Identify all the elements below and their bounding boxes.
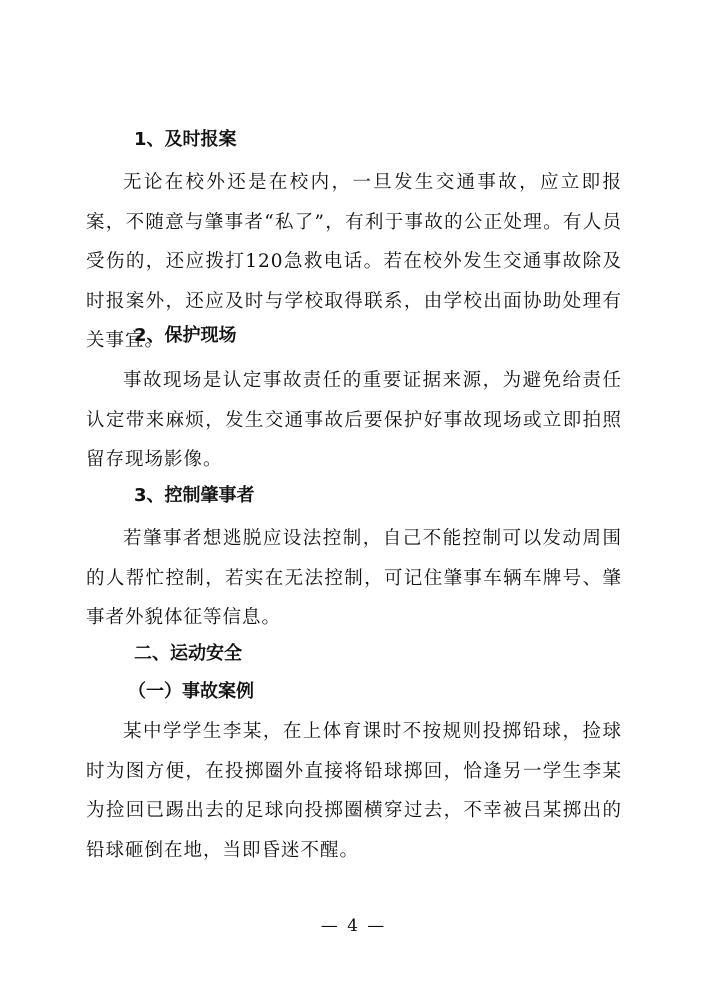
- paragraph-report-text: 无论在校外还是在校内，一旦发生交通事故，应立即报案，不随意与肇事者“私了”，有利于事故的公正处理。有人员受伤的，还应拨打120急救电话。若在校外发生交通事故除及时报案外，还应及时与学校取得联系，由学校出面协助处理有关事宜。: [86, 172, 622, 351]
- paragraph-control-offender: [86, 519, 622, 638]
- section-heading-report: 1、及时报案: [134, 129, 237, 150]
- chapter-heading-sports-safety: 二、运动安全: [134, 643, 242, 664]
- section-heading-protect-scene: 2、保护现场: [134, 325, 237, 346]
- paragraph-control-offender-text: 若肇事者想逃脱应设法控制，自己不能控制可以发动周围的人帮忙控制，若实在无法控制，可记住肇事车辆车牌号、肇事者外貌体征等信息。: [86, 528, 622, 628]
- paragraph-accident-case-text: 某中学学生李某，在上体育课时不按规则投掷铅球，捡球时为图方便，在投掷圈外直接将铅球掷回，恰逢另一学生李某为捡回已踢出去的足球向投掷圈横穿过去，不幸被吕某掷出的铅球砸倒在地，当即昏迷不醒。: [86, 721, 622, 861]
- section-heading-control-offender: 3、控制肇事者: [134, 485, 255, 506]
- subsection-heading-accident-case: （一）事故案例: [128, 681, 254, 702]
- paragraph-accident-case: [86, 712, 622, 870]
- paragraph-protect-scene: [86, 361, 622, 480]
- paragraph-protect-scene-text: 事故现场是认定事故责任的重要证据来源，为避免给责任认定带来麻烦，发生交通事故后要保护好事故现场或立即拍照留存现场影像。: [86, 370, 622, 470]
- page-number: — 4 —: [320, 916, 387, 936]
